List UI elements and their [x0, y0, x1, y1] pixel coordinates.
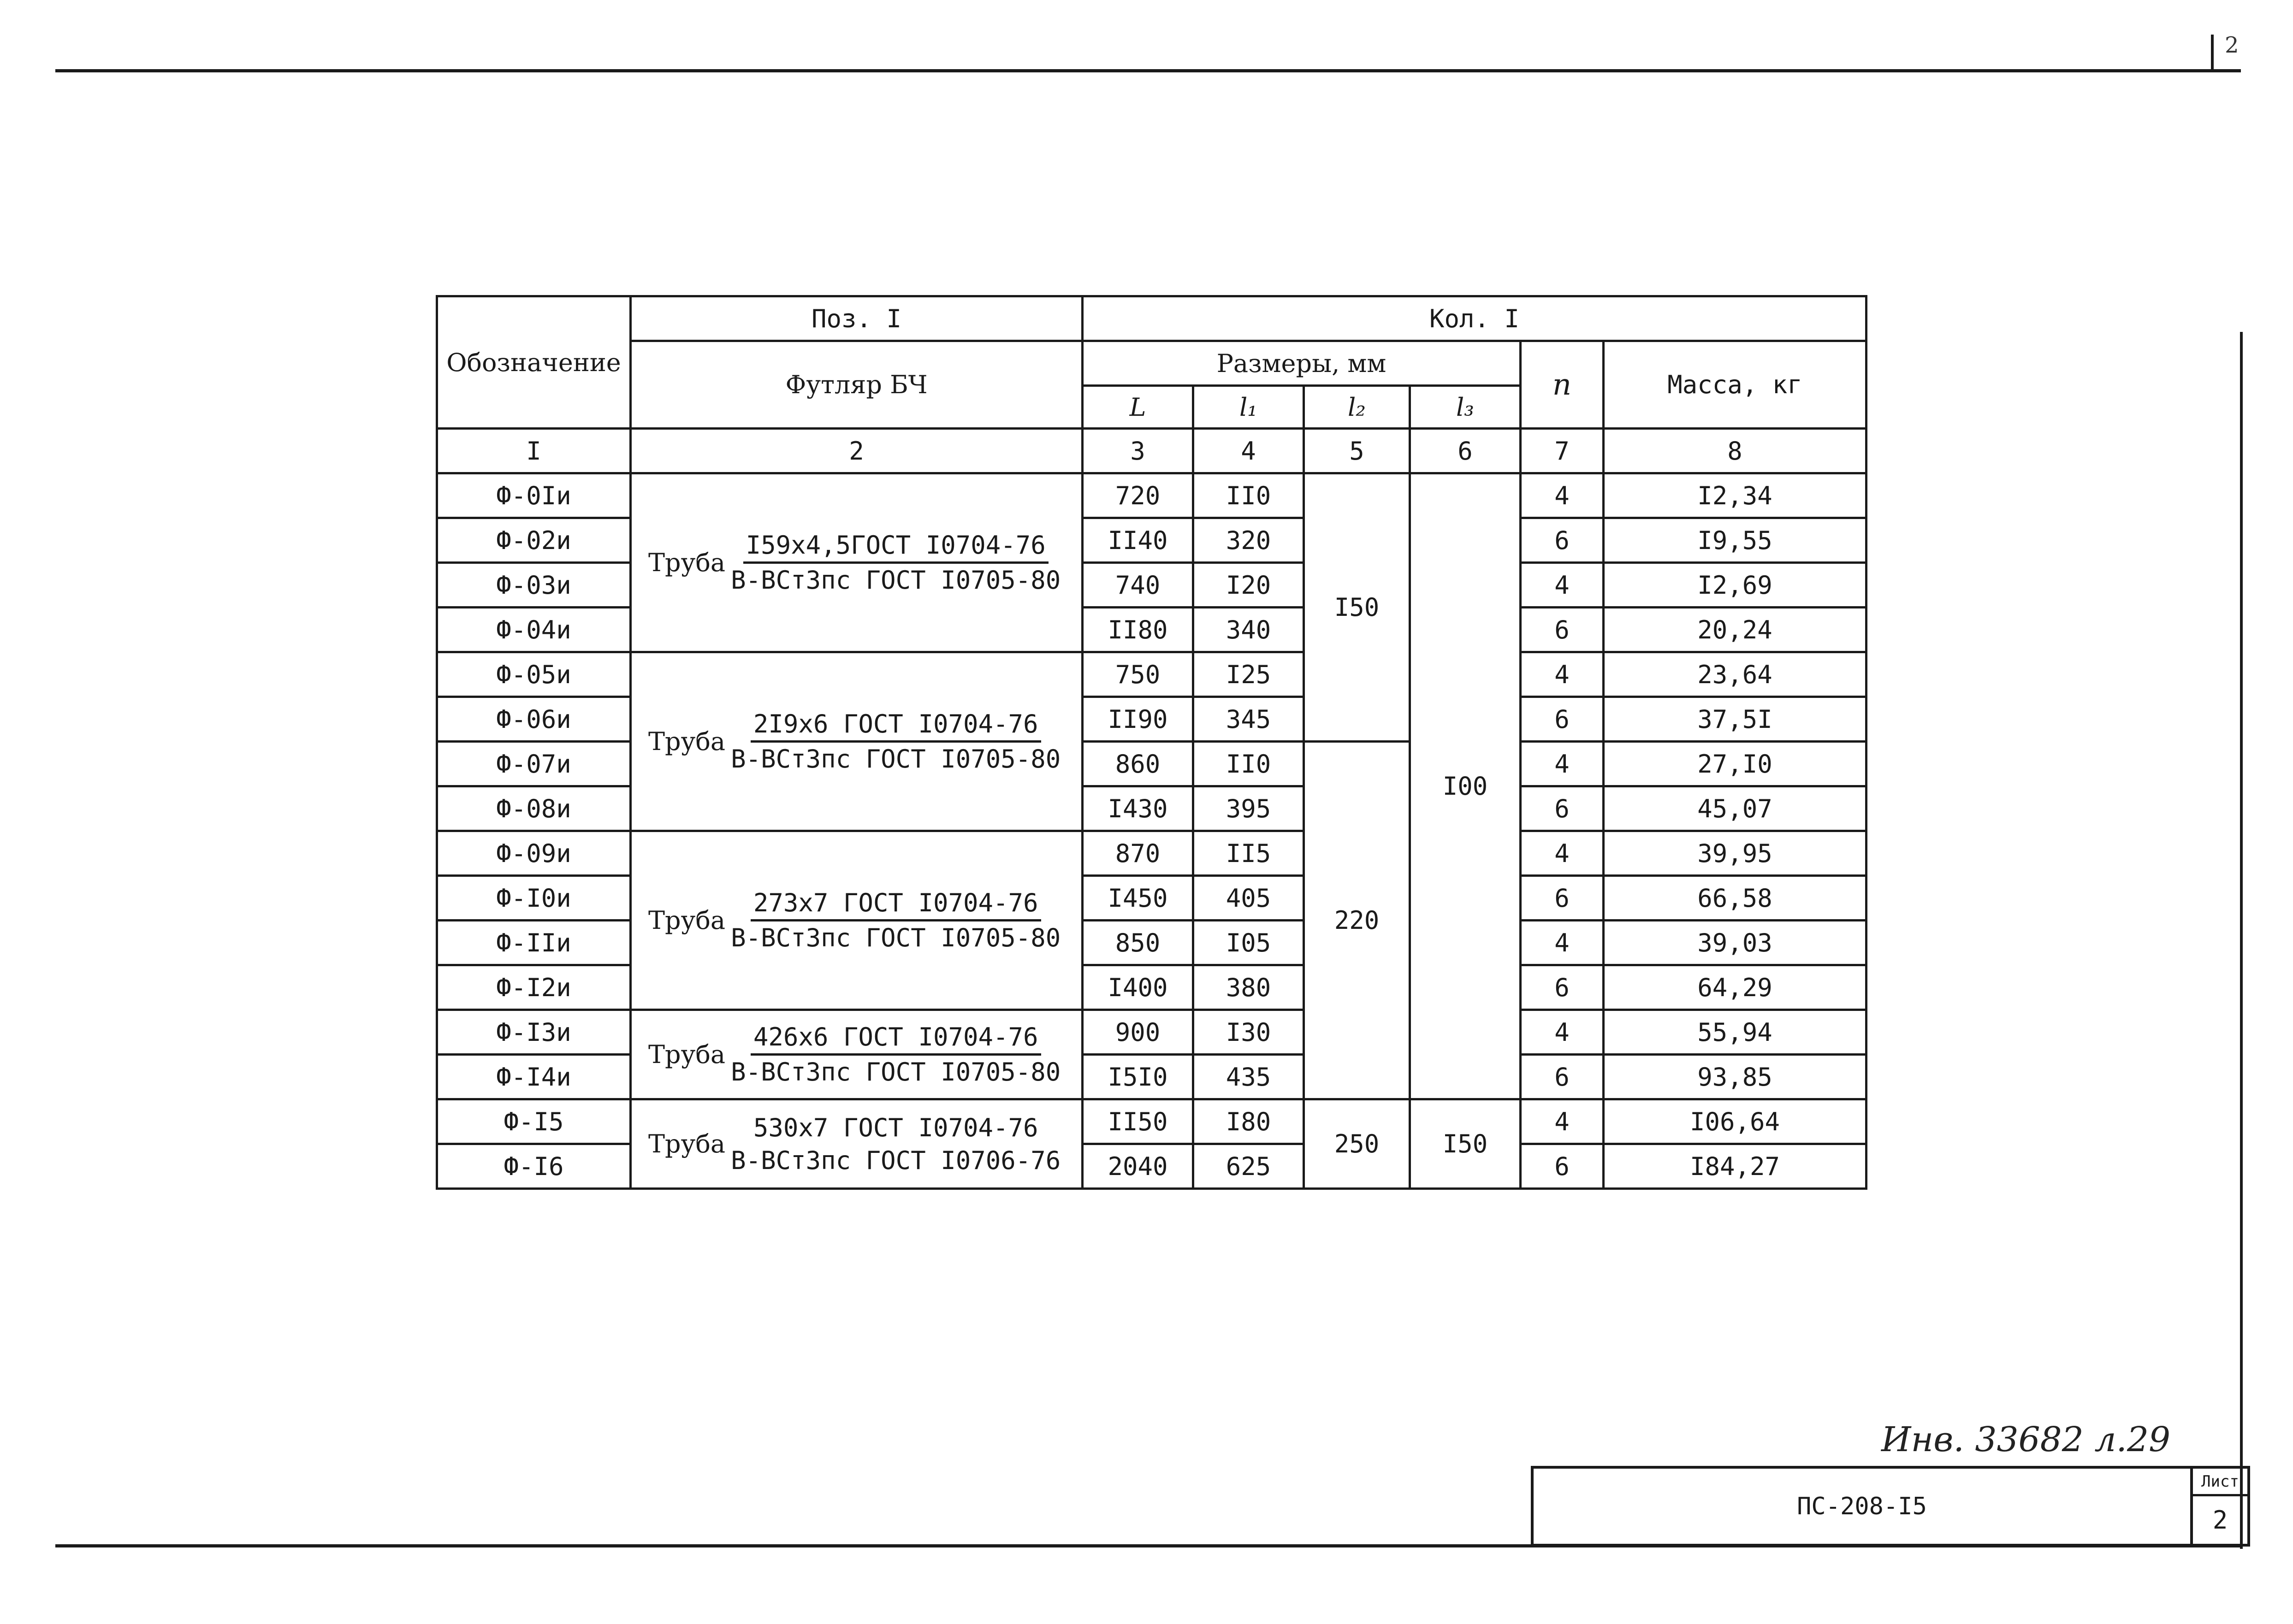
sheet-label: Лист — [2193, 1469, 2247, 1496]
length-l1-cell: I80 — [1193, 1099, 1304, 1144]
length-l1-cell: 345 — [1193, 697, 1304, 742]
header-dim-l3: l₃ — [1410, 386, 1521, 429]
length-L-cell: 720 — [1083, 473, 1193, 518]
mass-cell: I06,64 — [1604, 1099, 1866, 1144]
l2-cell: I50 — [1304, 473, 1410, 742]
designation-cell: Ф-IIи — [437, 921, 631, 965]
n-cell: 6 — [1521, 608, 1604, 652]
designation-cell: Ф-08и — [437, 786, 631, 831]
length-L-cell: II50 — [1083, 1099, 1193, 1144]
top-right-tick — [2211, 35, 2214, 71]
mass-cell: 27,I0 — [1604, 742, 1866, 786]
sheet-number: 2 — [2212, 1506, 2228, 1535]
length-l1-cell: 435 — [1193, 1055, 1304, 1099]
length-l1-cell: II0 — [1193, 742, 1304, 786]
length-L-cell: 850 — [1083, 921, 1193, 965]
length-L-cell: II80 — [1083, 608, 1193, 652]
header-pos: Поз. I — [631, 296, 1083, 341]
column-number: 7 — [1521, 429, 1604, 473]
mass-cell: I2,34 — [1604, 473, 1866, 518]
designation-cell: Ф-06и — [437, 697, 631, 742]
designation-cell: Ф-0Iи — [437, 473, 631, 518]
designation-cell: Ф-I0и — [437, 876, 631, 921]
length-L-cell: 860 — [1083, 742, 1193, 786]
n-cell: 6 — [1521, 876, 1604, 921]
designation-cell: Ф-07и — [437, 742, 631, 786]
l2-cell: 220 — [1304, 742, 1410, 1099]
length-l1-cell: 405 — [1193, 876, 1304, 921]
length-l1-cell: 340 — [1193, 608, 1304, 652]
designation-cell: Ф-I5 — [437, 1099, 631, 1144]
header-n: n — [1521, 341, 1604, 429]
designation-cell: Ф-I3и — [437, 1010, 631, 1055]
header-item-name: Футляр БЧ — [631, 341, 1083, 429]
pipe-standard-top: 530x7 ГОСТ I0704-76 — [753, 1113, 1038, 1142]
column-number: 2 — [631, 429, 1083, 473]
length-l1-cell: 395 — [1193, 786, 1304, 831]
pipe-word: Труба — [648, 1040, 726, 1069]
length-L-cell: 2040 — [1083, 1144, 1193, 1189]
length-l1-cell: 380 — [1193, 965, 1304, 1010]
table-row — [437, 831, 1866, 876]
length-L-cell: I450 — [1083, 876, 1193, 921]
designation-cell: Ф-05и — [437, 652, 631, 697]
mass-cell: 93,85 — [1604, 1055, 1866, 1099]
pipe-standard-bottom: В-ВСт3пс ГОСТ I0705-80 — [731, 923, 1061, 952]
pipe-spec-group-3 — [631, 831, 1083, 1010]
table-row — [437, 473, 1866, 518]
l3-cell: I50 — [1410, 1099, 1521, 1189]
pipe-standard-top: I59x4,5ГОСТ I0704-76 — [743, 531, 1049, 564]
n-cell: 6 — [1521, 786, 1604, 831]
pipe-standard-bottom: В-ВСт3пс ГОСТ I0705-80 — [731, 566, 1061, 595]
n-cell: 4 — [1521, 563, 1604, 608]
pipe-word: Труба — [648, 548, 726, 577]
n-cell: 4 — [1521, 1010, 1604, 1055]
designation-cell: Ф-I4и — [437, 1055, 631, 1099]
specification-table — [436, 295, 1867, 1190]
table-row — [437, 1010, 1866, 1055]
pipe-standard-top: 273x7 ГОСТ I0704-76 — [751, 888, 1041, 921]
mass-cell: 20,24 — [1604, 608, 1866, 652]
pipe-standard-top: 426x6 ГОСТ I0704-76 — [751, 1022, 1041, 1056]
n-cell: 6 — [1521, 697, 1604, 742]
header-dim-l2: l₂ — [1304, 386, 1410, 429]
n-cell: 4 — [1521, 473, 1604, 518]
header-sizes: Размеры, мм — [1083, 341, 1521, 386]
length-l1-cell: II5 — [1193, 831, 1304, 876]
n-cell: 4 — [1521, 831, 1604, 876]
length-L-cell: 740 — [1083, 563, 1193, 608]
header-mass: Масса, кг — [1604, 341, 1866, 429]
designation-cell: Ф-02и — [437, 518, 631, 563]
length-L-cell: I430 — [1083, 786, 1193, 831]
n-cell: 4 — [1521, 742, 1604, 786]
inventory-handwritten-note: Инв. 33682 л.29 — [1881, 1420, 2171, 1459]
header-dim-L: L — [1083, 386, 1193, 429]
header-kol: Кол. I — [1083, 296, 1866, 341]
column-number: 4 — [1193, 429, 1304, 473]
designation-cell: Ф-09и — [437, 831, 631, 876]
pipe-spec-group-2 — [631, 652, 1083, 831]
column-number: 5 — [1304, 429, 1410, 473]
page-number: 2 — [2225, 32, 2239, 58]
length-l1-cell: 320 — [1193, 518, 1304, 563]
table-row — [437, 652, 1866, 697]
length-l1-cell: 625 — [1193, 1144, 1304, 1189]
right-frame-line — [2240, 332, 2243, 1549]
mass-cell: 39,03 — [1604, 921, 1866, 965]
length-l1-cell: I25 — [1193, 652, 1304, 697]
top-rule — [55, 69, 2241, 72]
column-number: 8 — [1604, 429, 1866, 473]
pipe-standard-top: 2I9x6 ГОСТ I0704-76 — [751, 709, 1041, 743]
title-block — [1531, 1466, 2250, 1547]
length-L-cell: I400 — [1083, 965, 1193, 1010]
designation-cell: Ф-04и — [437, 608, 631, 652]
mass-cell: I9,55 — [1604, 518, 1866, 563]
pipe-spec-group-1 — [631, 473, 1083, 652]
n-cell: 6 — [1521, 518, 1604, 563]
document-code: ПС-208-I5 — [1534, 1469, 2193, 1544]
column-number: 6 — [1410, 429, 1521, 473]
length-L-cell: 900 — [1083, 1010, 1193, 1055]
n-cell: 6 — [1521, 1055, 1604, 1099]
l3-cell: I00 — [1410, 473, 1521, 1099]
designation-cell: Ф-I6 — [437, 1144, 631, 1189]
pipe-spec-group-5 — [631, 1099, 1083, 1189]
mass-cell: 66,58 — [1604, 876, 1866, 921]
n-cell: 6 — [1521, 1144, 1604, 1189]
length-L-cell: 870 — [1083, 831, 1193, 876]
pipe-spec-group-4 — [631, 1010, 1083, 1099]
table-row — [437, 1099, 1866, 1144]
length-L-cell: I5I0 — [1083, 1055, 1193, 1099]
length-L-cell: II40 — [1083, 518, 1193, 563]
mass-cell: I2,69 — [1604, 563, 1866, 608]
n-cell: 4 — [1521, 921, 1604, 965]
n-cell: 4 — [1521, 1099, 1604, 1144]
pipe-standard-bottom: В-ВСт3пс ГОСТ I0706-76 — [731, 1146, 1061, 1175]
length-l1-cell: I05 — [1193, 921, 1304, 965]
pipe-standard-bottom: В-ВСт3пс ГОСТ I0705-80 — [731, 744, 1061, 774]
pipe-word: Труба — [648, 1129, 726, 1158]
length-L-cell: 750 — [1083, 652, 1193, 697]
mass-cell: 23,64 — [1604, 652, 1866, 697]
designation-cell: Ф-03и — [437, 563, 631, 608]
header-dim-l1: l₁ — [1193, 386, 1304, 429]
pipe-word: Труба — [648, 727, 726, 756]
mass-cell: I84,27 — [1604, 1144, 1866, 1189]
n-cell: 4 — [1521, 652, 1604, 697]
column-number: I — [437, 429, 631, 473]
length-l1-cell: II0 — [1193, 473, 1304, 518]
n-cell: 6 — [1521, 965, 1604, 1010]
header-designation: Обозначение — [437, 296, 631, 429]
mass-cell: 45,07 — [1604, 786, 1866, 831]
pipe-word: Труба — [648, 906, 726, 935]
column-number: 3 — [1083, 429, 1193, 473]
mass-cell: 37,5I — [1604, 697, 1866, 742]
mass-cell: 39,95 — [1604, 831, 1866, 876]
designation-cell: Ф-I2и — [437, 965, 631, 1010]
l2-cell: 250 — [1304, 1099, 1410, 1189]
mass-cell: 64,29 — [1604, 965, 1866, 1010]
mass-cell: 55,94 — [1604, 1010, 1866, 1055]
pipe-standard-bottom: В-ВСт3пс ГОСТ I0705-80 — [731, 1057, 1061, 1087]
length-l1-cell: I30 — [1193, 1010, 1304, 1055]
length-L-cell: II90 — [1083, 697, 1193, 742]
length-l1-cell: I20 — [1193, 563, 1304, 608]
